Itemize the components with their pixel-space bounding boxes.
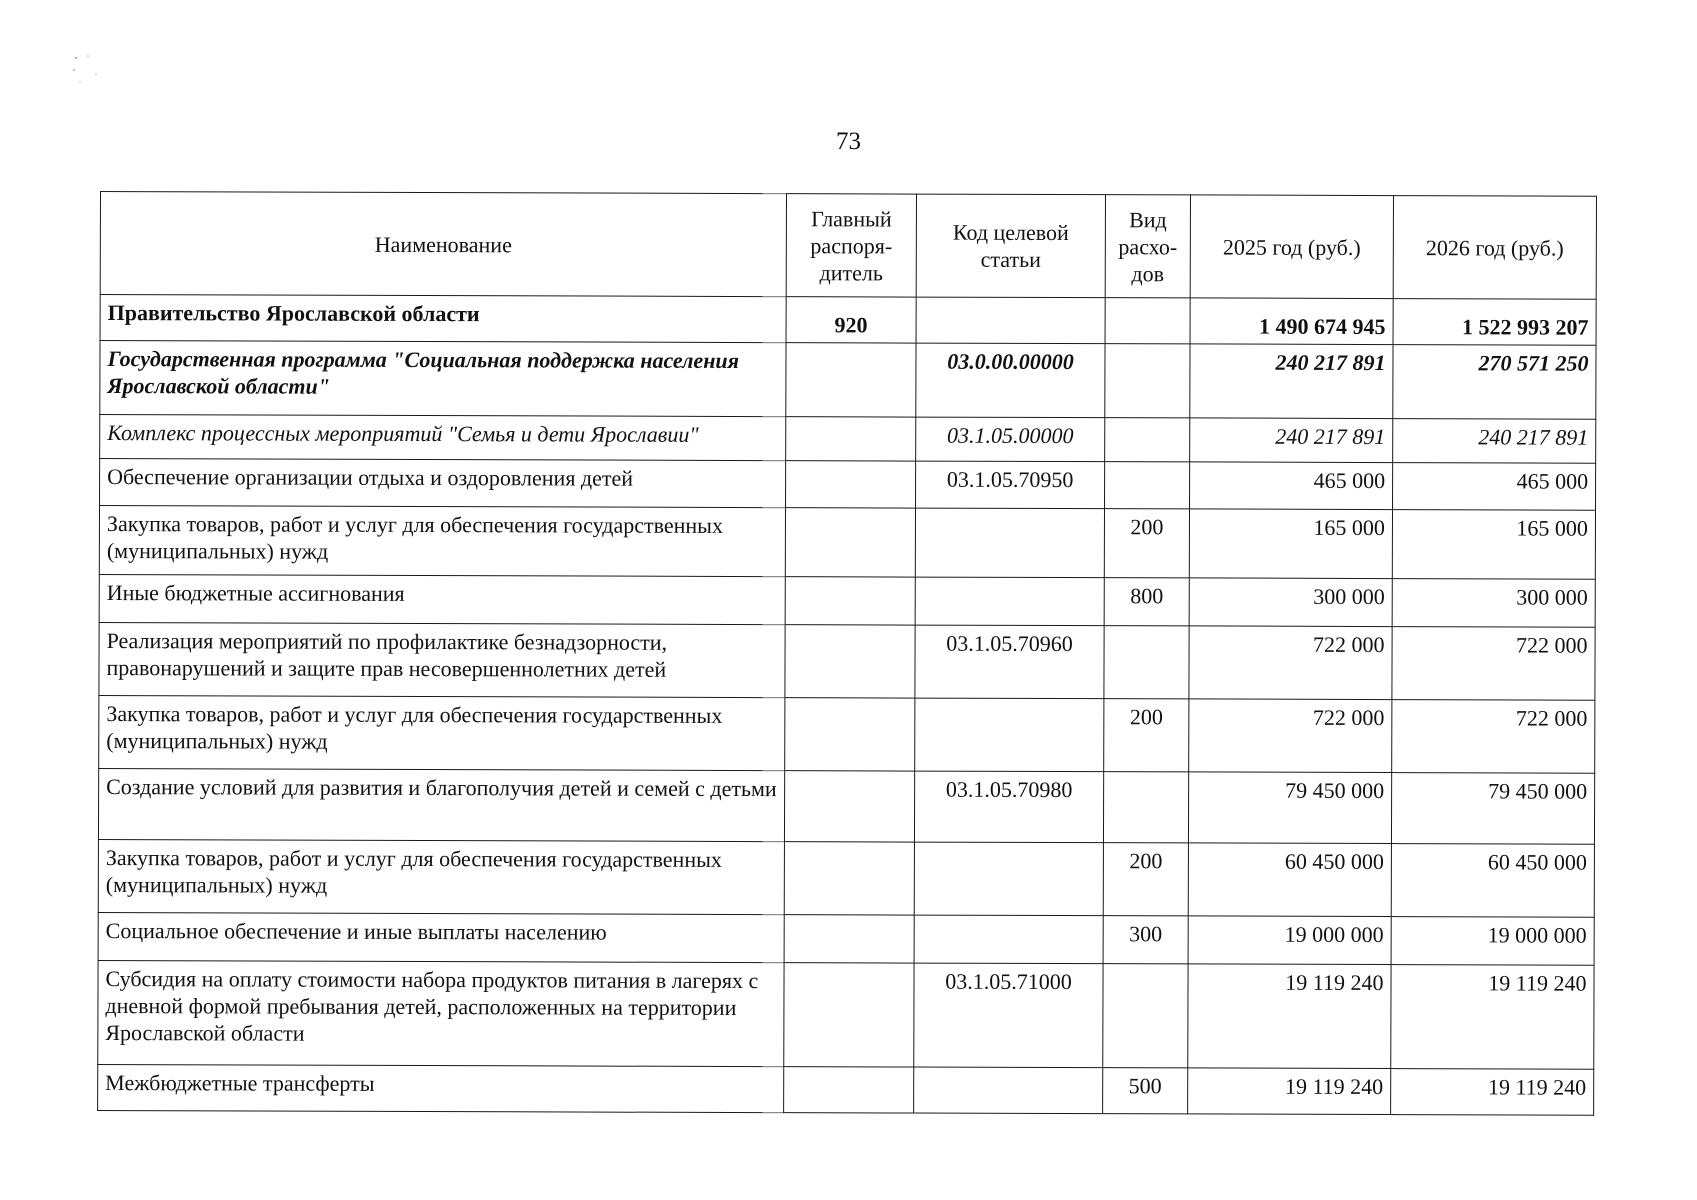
row-amount-2026: 79 450 000 <box>1391 773 1594 845</box>
row-amount-2026: 165 000 <box>1392 510 1595 580</box>
row-manager <box>786 417 916 461</box>
row-name: Обеспечение организации отдыха и оздоровления детей <box>100 459 786 508</box>
table-row <box>98 960 1594 1069</box>
row-amount-2026: 465 000 <box>1393 463 1596 511</box>
row-amount-2026: 1 522 993 207 <box>1393 299 1596 346</box>
row-name: Закупка товаров, работ и услуг для обеспечения государственных (муниципальных) нужд <box>98 839 784 914</box>
row-code: 03.1.05.70980 <box>914 771 1103 843</box>
header-row <box>100 192 1596 300</box>
table-row <box>99 506 1595 580</box>
row-name: Субсидия на оплату стоимости набора продуктов питания в лагерях с дневной формой пребывания детей, расположенных на территории Ярославской области <box>98 960 784 1066</box>
row-name: Создание условий для развития и благополучия детей и семей с детьми <box>98 768 784 841</box>
table-row <box>100 341 1596 420</box>
row-amount-2026: 240 217 891 <box>1393 419 1596 464</box>
row-amount-2025: 240 217 891 <box>1190 344 1393 419</box>
table-row <box>98 912 1594 965</box>
row-name: Закупка товаров, работ и услуг для обеспечения государственных (муниципальных) нужд <box>99 695 785 770</box>
row-code <box>916 297 1105 344</box>
table-row <box>99 695 1595 773</box>
row-expense-type <box>1103 772 1188 843</box>
header-name: Наименование <box>100 192 786 297</box>
row-manager <box>786 343 916 417</box>
row-amount-2026: 270 571 250 <box>1393 345 1596 420</box>
table-row <box>99 622 1595 700</box>
row-expense-type <box>1105 418 1190 462</box>
row-expense-type <box>1103 964 1188 1068</box>
row-amount-2025: 19 119 240 <box>1188 1068 1391 1115</box>
header-year-2026: 2026 год (руб.) <box>1393 196 1596 300</box>
row-amount-2025: 722 000 <box>1189 699 1392 773</box>
row-code: 03.0.00.00000 <box>916 343 1105 418</box>
row-code: 03.1.05.70950 <box>916 461 1105 509</box>
row-amount-2025: 19 119 240 <box>1188 964 1391 1069</box>
header-year-2025: 2025 год (руб.) <box>1190 195 1393 299</box>
table-row <box>98 768 1594 844</box>
row-name: Правительство Ярославской области <box>100 295 786 343</box>
page-number: 73 <box>836 128 861 155</box>
row-name: Иные бюджетные ассигнования <box>99 574 785 624</box>
row-expense-type <box>1105 462 1190 509</box>
row-manager <box>784 1067 914 1113</box>
row-name: Межбюджетные трансферты <box>98 1064 784 1112</box>
row-amount-2026: 300 000 <box>1392 579 1595 628</box>
row-amount-2025: 165 000 <box>1189 509 1392 579</box>
row-name: Государственная программа "Социальная поддержка населения Ярославской области" <box>100 341 786 417</box>
row-amount-2026: 722 000 <box>1392 700 1595 774</box>
row-expense-type <box>1105 344 1190 418</box>
table-row <box>98 839 1594 917</box>
row-expense-type: 300 <box>1103 916 1188 964</box>
row-name: Социальное обеспечение и иные выплаты населению <box>98 912 784 962</box>
row-amount-2025: 465 000 <box>1190 462 1393 510</box>
row-name: Комплекс процессных мероприятий "Семья и дети Ярославии" <box>100 415 786 461</box>
row-amount-2025: 19 000 000 <box>1188 916 1391 965</box>
row-expense-type <box>1104 626 1189 699</box>
row-manager <box>784 771 914 842</box>
row-amount-2025: 79 450 000 <box>1188 772 1391 844</box>
table-row <box>98 1064 1594 1115</box>
row-amount-2025: 300 000 <box>1189 578 1392 627</box>
row-expense-type <box>1105 298 1190 344</box>
row-code: 03.1.05.70960 <box>915 625 1104 699</box>
row-amount-2025: 1 490 674 945 <box>1190 298 1393 345</box>
row-manager <box>784 963 914 1067</box>
row-code <box>914 1067 1103 1114</box>
row-manager <box>785 508 915 577</box>
header-expense-type: Вид расхо-дов <box>1105 195 1190 298</box>
row-expense-type: 800 <box>1104 578 1189 626</box>
row-code <box>914 842 1103 916</box>
row-expense-type: 200 <box>1103 843 1188 916</box>
scan-speckle-mark <box>70 52 110 88</box>
header-manager: Главный распоря-дитель <box>786 194 916 297</box>
row-amount-2026: 19 000 000 <box>1391 917 1594 966</box>
row-amount-2025: 722 000 <box>1189 626 1392 700</box>
table-row <box>100 459 1596 511</box>
row-code: 03.1.05.71000 <box>914 963 1103 1068</box>
table-row <box>100 415 1596 464</box>
table-row <box>100 295 1596 346</box>
row-manager <box>786 461 916 508</box>
row-name: Реализация мероприятий по профилактике безнадзорности, правонарушений и защите прав несовершеннолетних детей <box>99 622 785 697</box>
row-manager <box>785 625 915 698</box>
row-amount-2026: 19 119 240 <box>1391 1069 1594 1116</box>
row-code <box>915 698 1104 772</box>
row-expense-type: 200 <box>1104 509 1189 578</box>
row-manager <box>784 915 914 963</box>
header-code: Код целевой статьи <box>916 194 1105 298</box>
row-manager: 920 <box>786 297 916 343</box>
row-name: Закупка товаров, работ и услуг для обеспечения государственных (муниципальных) нужд <box>99 506 785 577</box>
row-expense-type: 200 <box>1104 699 1189 772</box>
budget-table <box>97 191 1597 1116</box>
row-amount-2026: 60 450 000 <box>1391 844 1594 918</box>
row-manager <box>785 698 915 771</box>
row-amount-2025: 240 217 891 <box>1190 418 1393 463</box>
row-amount-2026: 722 000 <box>1392 627 1595 701</box>
row-code <box>915 577 1104 626</box>
table-row <box>99 574 1595 627</box>
row-amount-2025: 60 450 000 <box>1188 843 1391 917</box>
row-code <box>914 915 1103 964</box>
row-code <box>915 508 1104 578</box>
row-amount-2026: 19 119 240 <box>1391 965 1594 1070</box>
row-code: 03.1.05.00000 <box>916 417 1105 462</box>
row-expense-type: 500 <box>1103 1068 1188 1114</box>
row-manager <box>784 842 914 915</box>
row-manager <box>785 577 915 625</box>
